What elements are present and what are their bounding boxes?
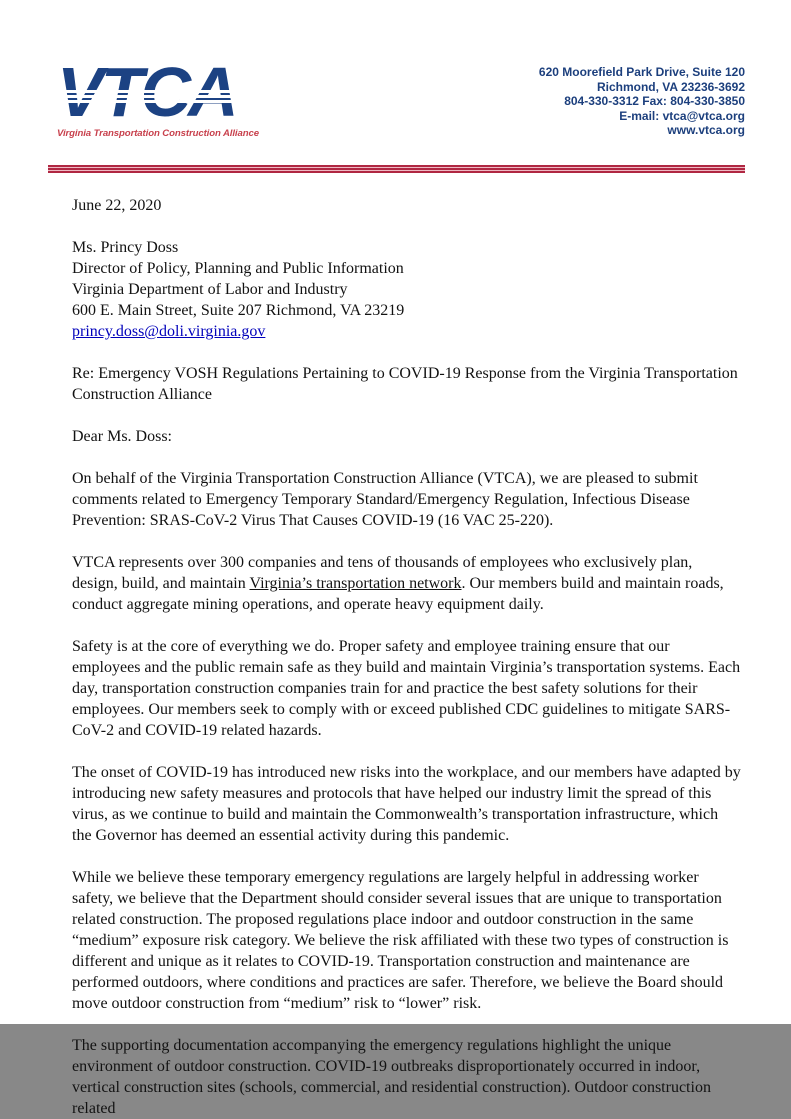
recipient-name: Ms. Princy Doss (72, 239, 179, 256)
body-paragraph-4: The onset of COVID-19 has introduced new risks into the workplace, and our members have adapted by introducing new safety measures and protocols that have helped our industry limit the spread of this virus, as we continue to build and maintain the Commonwealth’s transportation infrastructure, which the Governor has deemed an essential activity during this pandemic. (72, 764, 741, 844)
subject-line: Re: Emergency VOSH Regulations Pertaining to COVID-19 Response from the Virginia Transportation Construction Alliance (72, 365, 738, 403)
vtca-logo (57, 57, 259, 139)
recipient-email-link[interactable]: princy.doss@doli.virginia.gov (72, 323, 266, 340)
contact-street: 620 Moorefield Park Drive, Suite 120 (538, 65, 745, 79)
recipient-org: Virginia Department of Labor and Industry (72, 281, 348, 298)
recipient-block (72, 237, 741, 342)
contact-email: E-mail: vtca@vtca.org (619, 108, 745, 123)
body-paragraph-6: The supporting documentation accompanying the emergency regulations highlight the unique environment of outdoor construction. COVID-19 outbreaks disproportionately occurred in indoor, vertical construction sites (schools, commercial, and residential construction). Outdoor construction related (72, 1037, 711, 1117)
logo-stripe-decoration (55, 95, 257, 98)
recipient-title: Director of Policy, Planning and Public Information (72, 260, 404, 277)
body-paragraph-5: While we believe these temporary emergency regulations are largely helpful in addressing worker safety, we believe that the Department should consider several issues that are unique to transportation related construction. The proposed regulations place indoor and outdoor construction in the same “medium” exposure risk category. We believe the risk affiliated with these two types of construction is different and unique as it relates to COVID-19. Transportation construction and maintenance are performed outdoors, where conditions and practices are safer. Therefore, we believe the Board should move outdoor construction from “medium” risk to “lower” risk. (72, 869, 729, 1012)
contact-block (539, 57, 745, 138)
salutation: Dear Ms. Doss: (72, 428, 172, 445)
contact-website: www.vtca.org (667, 123, 745, 137)
body-paragraph-1: On behalf of the Virginia Transportation Construction Alliance (VTCA), we are pleased to submit comments related to Emergency Temporary Standard/Emergency Regulation, Infectious Disease Prevention: SRAS-CoV-2 Virus That Causes COVID-19 (16 VAC 25-220). (72, 470, 698, 529)
recipient-address: 600 E. Main Street, Suite 207 Richmond, VA 23219 (72, 302, 405, 319)
letterhead (0, 0, 791, 139)
date-line: June 22, 2020 (72, 197, 162, 214)
underlined-phrase: Virginia’s transportation network (249, 575, 462, 592)
letter-body (0, 173, 791, 1119)
paragraph-text: . Our members build and maintain roads, conduct aggregate mining operations, and operate heavy equipment daily. (72, 575, 724, 613)
logo-stripe-decoration (55, 90, 257, 93)
paragraph-text: VTCA represents over 300 companies and tens of thousands of employees who exclusively plan, design, build, and maintain (72, 554, 693, 592)
logo-tagline: Virginia Transportation Construction Alliance (57, 128, 259, 139)
separator-rule (48, 165, 745, 173)
contact-phone-fax: 804-330-3312 Fax: 804-330-3850 (564, 94, 745, 108)
logo-stripe-decoration (55, 100, 257, 103)
body-paragraph-2 (72, 552, 741, 615)
contact-city: Richmond, VA 23236-3692 (596, 79, 745, 94)
body-paragraph-3: Safety is at the core of everything we do. Proper safety and employee training ensure that our employees and the public remain safe as they build and maintain Virginia’s transportation systems. Each day, transportation construction companies train for and practice the best safety solutions for their employees. Our members seek to comply with or exceed published CDC guidelines to mitigate SARS-CoV-2 and COVID-19 related hazards. (72, 638, 741, 739)
